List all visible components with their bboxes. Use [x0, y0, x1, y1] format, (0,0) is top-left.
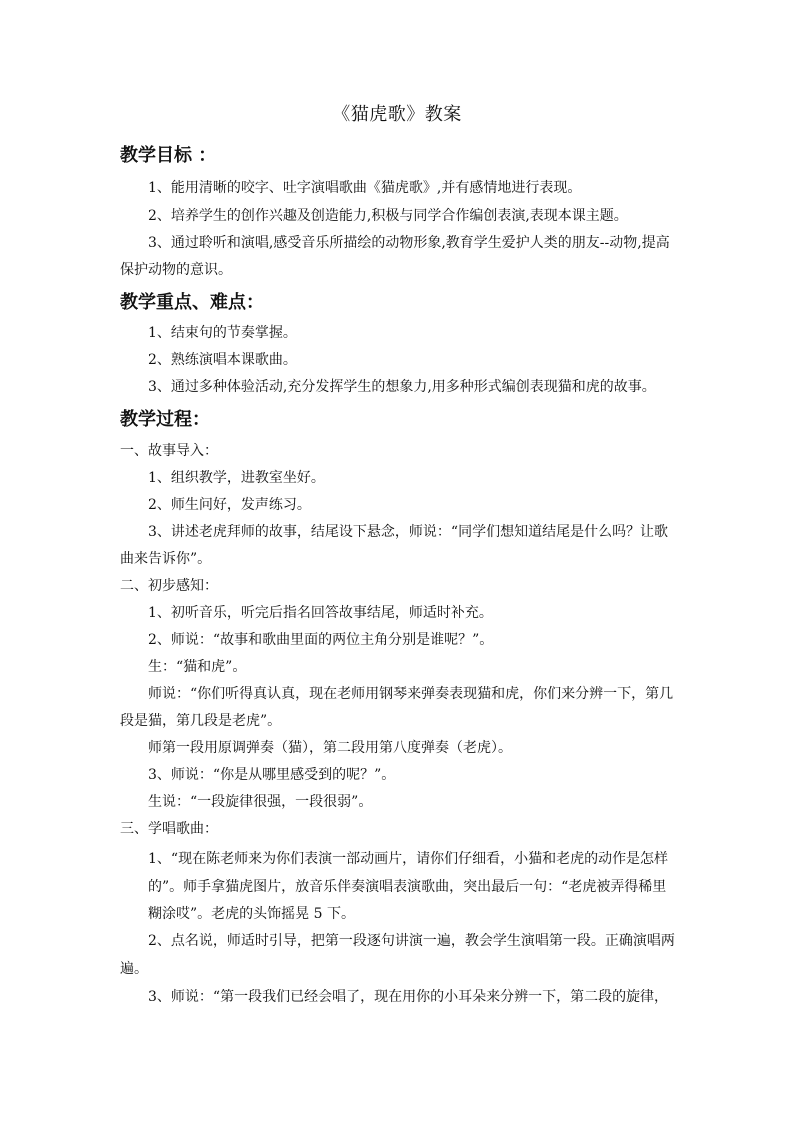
process-line: 3、讲述老虎拜师的故事，结尾设下悬念，师说：“同学们想知道结尾是什么吗？让歌: [148, 524, 669, 540]
process-line: 2、师生问好，发声练习。: [148, 497, 311, 513]
key-point-item: 1、结束句的节奏掌握。: [148, 325, 297, 341]
section-title: 二、初步感知：: [120, 578, 218, 594]
process-line: 段是猫，第几段是老虎”。: [120, 713, 282, 729]
goal-item: 1、能用清晰的咬字、吐字演唱歌曲《猫虎歌》,并有感情地进行表现。: [148, 180, 582, 196]
process-line: 1、初听音乐，听完后指名回答故事结尾，师适时补充。: [148, 605, 493, 621]
process-line: 生说：“一段旋律很强，一段很弱”。: [148, 794, 373, 810]
process-line: 1、组织教学，进教室坐好。: [148, 470, 325, 486]
document-title: 《猫虎歌》教案: [332, 104, 462, 125]
goals-heading: 教学目标 ：: [120, 145, 217, 166]
goal-item: 2、培养学生的创作兴趣及创造能力,积极与同学合作编创表演,表现本课主题。: [148, 208, 628, 224]
process-line: 1、“现在陈老师来为你们表演一部动画片，请你们仔细看，小猫和老虎的动作是怎样: [148, 851, 669, 867]
key-points-heading: 教学重点、难点：: [120, 292, 264, 313]
process-line: 糊涂哎”。老虎的头饰摇晃 5 下。: [148, 906, 355, 922]
process-line: 3、师说：“第一段我们已经会唱了，现在用你的小耳朵来分辨一下，第二段的旋律，: [148, 989, 669, 1005]
process-line: 生：“猫和虎”。: [148, 659, 247, 675]
process-line: 2、师说：“故事和歌曲里面的两位主角分别是谁呢？”。: [148, 632, 494, 648]
process-line: 师说：“你们听得真认真，现在老师用钢琴来弹奏表现猫和虎，你们来分辨一下，第几: [148, 686, 674, 702]
section-title: 一、故事导入：: [120, 443, 218, 459]
process-line: 3、师说：“你是从哪里感受到的呢？”。: [148, 767, 396, 783]
goal-item: 3、通过聆听和演唱,感受音乐所描绘的动物形象,教育学生爱护人类的朋友--动物,提高: [148, 235, 670, 251]
process-line: 曲来告诉你”。: [120, 551, 212, 567]
process-line: 师第一段用原调弹奏（猫），第二段用第八度弹奏（老虎）。: [148, 740, 512, 756]
process-line: 2、点名说，师适时引导，把第一段逐句讲演一遍，教会学生演唱第一段。正确演唱两: [148, 933, 675, 949]
key-point-item: 2、熟练演唱本课歌曲。: [148, 352, 297, 368]
process-heading: 教学过程：: [120, 409, 210, 430]
goal-item-continued: 保护动物的意识。: [120, 262, 232, 278]
section-title: 三、学唱歌曲：: [120, 821, 218, 837]
key-point-item: 3、通过多种体验活动,充分发挥学生的想象力,用多种形式编创表现猫和虎的故事。: [148, 379, 656, 395]
process-line: 遍。: [120, 961, 148, 977]
process-line: 的”。师手拿猫虎图片，放音乐伴奏演唱表演歌曲，突出最后一句：“老虎被弄得稀里: [148, 879, 667, 895]
